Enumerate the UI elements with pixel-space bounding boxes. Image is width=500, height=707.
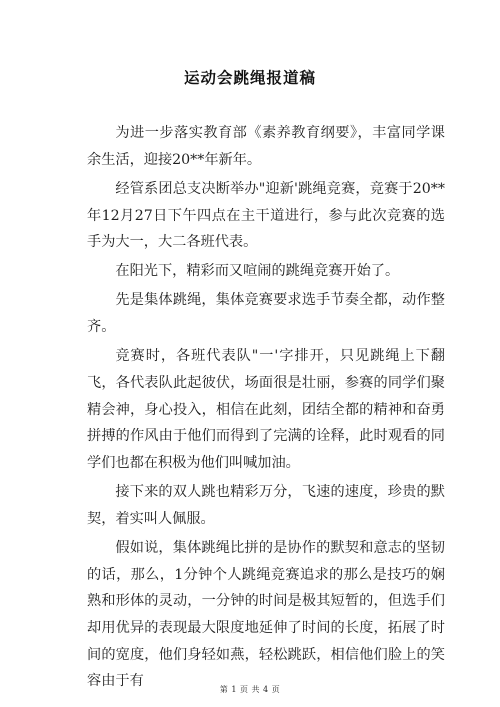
paragraph-4: 先是集体跳绳，集体竞赛要求选手节奏全都，动作整齐。 (87, 292, 445, 336)
paragraph-6: 接下来的双人跳也精彩万分，飞速的速度，珍贵的默契，着实叫人佩服。 (87, 484, 445, 527)
paragraph-1: 为进一步落实教育部《素养教育纲要》，丰富同学课余生活，迎接20**年新年。 (87, 125, 445, 168)
page-number-footer: 第 1 页 共 4 页 (219, 685, 281, 694)
document-title: 运动会跳绳报道稿 (183, 69, 316, 87)
paragraph-5: 竞赛时，各班代表队"一'字排开，只见跳绳上下翻飞，各代表队此起彼伏，场面很是壮丽，参赛的同学们聚精会神，身心投入，相信在此刻，团结全都的精神和奋勇拼搏的作风由于他们而得到了完满的诠释，此时观看的同学们也都在积极为他们叫喊加油。 (87, 348, 445, 471)
paragraph-2: 经管系团总支决断举办"迎新'跳绳竞赛，竞赛于20**年12月27日下午四点在主干道进行，参与此次竞赛的选手为大一，大二各班代表。 (87, 180, 445, 251)
document-body (87, 120, 445, 698)
paragraph-3: 在阳光下，精彩而又喧闹的跳绳竞赛开始了。 (115, 263, 400, 280)
paragraph-7: 假如说，集体跳绳比拼的是协作的默契和意志的坚韧的话，那么，1分钟个人跳绳竞赛追求的那么是技巧的娴熟和形体的灵动，一分钟的时间是极其短暂的，但选手们却用优异的表现最大限度地延伸了时间的长度，拓展了时间的宽度，他们身轻如燕，轻松跳跃，相信他们脸上的笑容由于有 (87, 539, 445, 690)
